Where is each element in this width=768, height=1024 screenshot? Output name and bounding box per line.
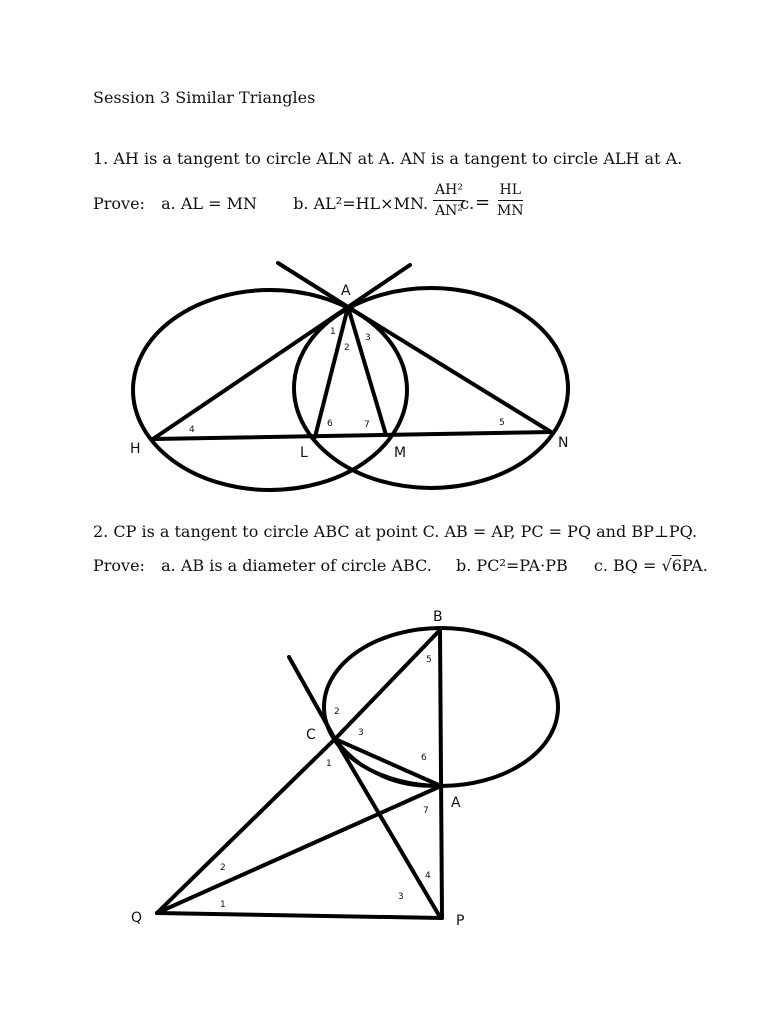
angle-label: 5	[499, 418, 505, 428]
angle-label: 1	[330, 327, 336, 337]
point-label-b: B	[433, 609, 443, 625]
point-label-q: Q	[131, 910, 143, 926]
point-label-l: L	[300, 445, 308, 461]
problem2-prove-line	[93, 556, 708, 575]
tangent-an-extension	[348, 265, 410, 307]
segment-hn	[153, 432, 551, 439]
part-c-prefix: c. BQ = √	[593, 556, 672, 575]
fraction-numerator: AH²	[433, 182, 465, 201]
point-label-m: M	[394, 445, 407, 461]
fraction-numerator: HL	[498, 182, 524, 201]
angle-label: 3	[398, 892, 404, 902]
radicand: 6	[671, 556, 682, 575]
point-label-h: H	[130, 441, 141, 457]
part-a: a. AB is a diameter of circle ABC.	[161, 556, 432, 575]
point-label-n: N	[558, 435, 569, 451]
angle-label: 4	[425, 871, 431, 881]
angle-label: 4	[189, 425, 195, 435]
prove-label: Prove:	[93, 194, 145, 213]
part-c	[594, 556, 708, 575]
part-b: b. PC²=PA·PB	[456, 556, 568, 575]
angle-label: 7	[423, 806, 429, 816]
prove-label: Prove:	[93, 556, 145, 575]
angle-label: 7	[364, 420, 370, 430]
angle-label: 3	[365, 333, 371, 343]
angle-label: 2	[334, 707, 340, 717]
angle-label: 1	[220, 900, 226, 910]
angle-label: 1	[326, 759, 332, 769]
problem2-statement: 2. CP is a tangent to circle ABC at point C. AB = AP, PC = PQ and BP⊥PQ.	[93, 522, 698, 541]
point-label-c: C	[306, 727, 316, 743]
angle-label: 5	[426, 655, 432, 665]
angle-label: 3	[358, 728, 364, 738]
problem1-statement: 1. AH is a tangent to circle ALN at A. AN is a tangent to circle ALH at A.	[93, 149, 683, 168]
part-c-suffix: PA.	[681, 556, 708, 575]
tangent-ah-extension	[278, 263, 348, 307]
fraction-denominator: AN²	[434, 203, 463, 220]
equals-sign: =	[475, 192, 491, 213]
point-label-a: A	[341, 283, 351, 299]
page-title: Session 3 Similar Triangles	[93, 88, 316, 107]
angle-label: 6	[421, 753, 427, 763]
part-b: b. AL²=HL×MN.	[293, 194, 429, 213]
point-label-a: A	[451, 795, 461, 811]
angle-label: 2	[344, 343, 350, 353]
angle-label: 6	[327, 419, 333, 429]
angle-label: 2	[220, 863, 226, 873]
part-a: a. AL = MN	[161, 194, 257, 213]
point-label-p: P	[456, 913, 465, 929]
fraction-denominator: MN	[497, 203, 524, 220]
part-c-label: c.	[460, 194, 475, 213]
